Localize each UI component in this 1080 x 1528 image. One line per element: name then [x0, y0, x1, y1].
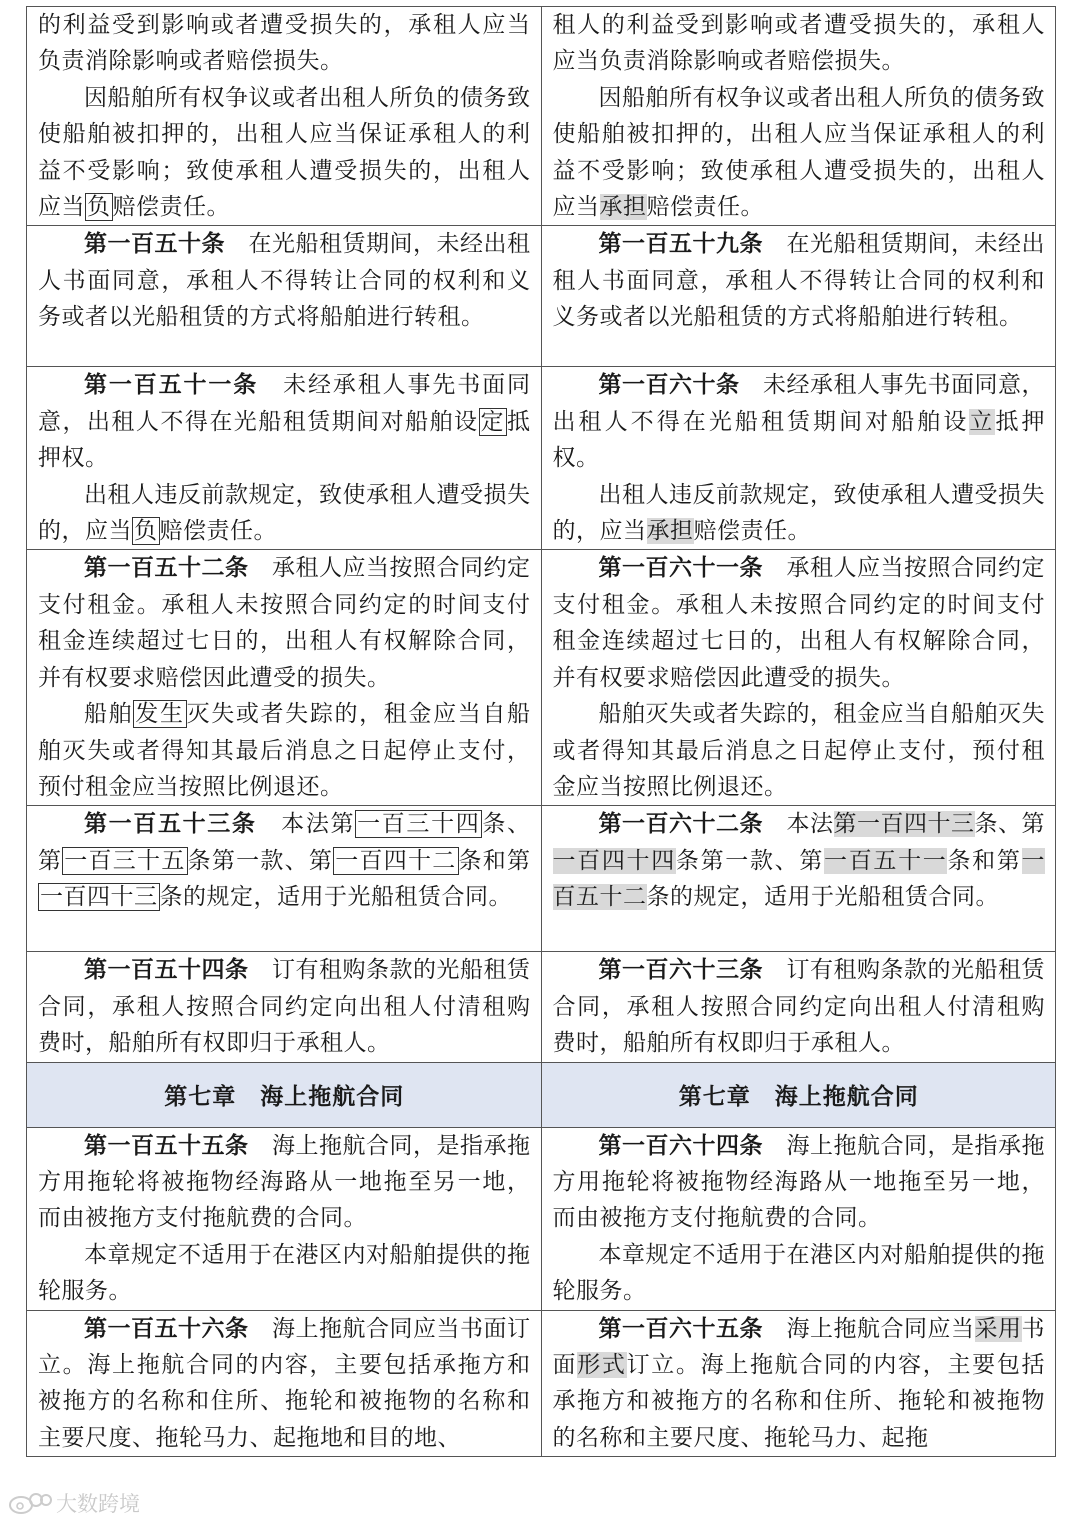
watermark	[8, 1488, 140, 1518]
text-segment: 赔偿责任。	[646, 194, 764, 221]
highlighted-change: 一百四十四	[552, 847, 676, 874]
text-segment: 订立。海上拖航合同的内容，主要包括承拖方和被拖方的名称和住所、拖轮和被拖物的名称和主要尺度、拖轮马力、起拖	[552, 1351, 1046, 1451]
text-segment: 海上拖航合同，是指承拖方用拖轮将被拖物经海路从一地拖至另一地，而由被拖方支付拖航费的合同。	[552, 1132, 1045, 1232]
paragraph	[553, 550, 1046, 696]
article-row	[27, 550, 1056, 806]
text-segment: 海上拖航合同应当书面订立。海上拖航合同的内容，主要包括承拖方和被拖方的名称和住所、拖轮和被拖物的名称和主要尺度、拖轮马力、起拖地和目的地、	[38, 1315, 531, 1451]
old-text-cell	[27, 226, 542, 367]
article-number: 第一百六十三条	[598, 956, 763, 984]
boxed-change: 一百四十二	[335, 847, 457, 874]
old-text-cell	[27, 806, 542, 952]
article-number: 第一百五十二条	[84, 554, 249, 582]
chapter-header-row	[27, 1062, 1056, 1127]
comparison-table	[26, 6, 1056, 1457]
article-row	[27, 367, 1056, 550]
text-segment: 条第一款、第	[187, 847, 334, 874]
boxed-change: 发生	[135, 701, 185, 728]
article-number: 第一百五十六条	[84, 1314, 249, 1342]
paragraph	[38, 226, 531, 335]
text-segment: 条的规定，适用于光船租赁合同。	[159, 884, 512, 911]
highlighted-change: 一百五十二	[552, 847, 1046, 911]
paragraph	[38, 1128, 531, 1237]
article-number: 第一百六十一条	[598, 554, 763, 582]
text-segment: 订有租购条款的光船租赁合同，承租人按照合同约定向出租人付清租购费时，船舶所有权即归于承租人。	[38, 957, 531, 1057]
new-text-cell	[541, 367, 1056, 550]
boxed-change: 负	[87, 194, 111, 221]
article-number: 第一百五十条	[84, 230, 225, 258]
text-segment: 未经承租人事先书面同意，出租人不得在光船租赁期间对船舶设	[38, 372, 531, 435]
highlighted-change: 承担	[646, 518, 694, 545]
paragraph	[553, 80, 1046, 226]
article-number: 第一百五十四条	[84, 956, 249, 984]
paragraph	[553, 1311, 1046, 1457]
old-text-cell	[27, 1310, 542, 1457]
text-segment: 承租人应当按照合同约定支付租金。承租人未按照合同约定的时间支付租金连续超过七日的，出租人有权解除合同，并有权要求赔偿因此遭受的损失。	[38, 555, 531, 691]
text-segment: 海上拖航合同应当	[763, 1315, 975, 1342]
old-text-cell	[27, 550, 542, 806]
text-segment: 因船舶所有权争议或者出租人所负的债务致使船舶被扣押的，出租人应当保证承租人的利益不受影响；致使承租人遭受损失的，出租人应当	[38, 84, 531, 221]
text-segment: 订有租购条款的光船租赁合同，承租人按照合同约定向出租人付清租购费时，船舶所有权即归于承租人。	[552, 957, 1045, 1057]
paragraph	[38, 806, 531, 915]
highlighted-change: 形式	[577, 1351, 627, 1378]
old-text-cell	[27, 1127, 542, 1310]
text-segment: 条的规定，适用于光船租赁合同。	[646, 884, 999, 911]
article-number: 第一百五十五条	[84, 1131, 249, 1159]
new-text-cell	[541, 550, 1056, 806]
old-text-cell	[27, 952, 542, 1062]
article-number: 第一百五十三条	[84, 810, 257, 838]
left-chapter-cell	[27, 1062, 542, 1127]
new-text-cell	[541, 1310, 1056, 1457]
boxed-change: 一百三十四	[357, 811, 481, 838]
highlighted-change: 立	[969, 408, 996, 435]
watermark-text: 大数跨境	[56, 1492, 140, 1516]
paragraph	[38, 952, 531, 1061]
text-segment: 条第一款、第	[675, 847, 825, 874]
text-segment: 船舶灭失或者失踪的，租金应当自船舶灭失或者得知其最后消息之日起停止支付，预付租金应当按照比例退还。	[552, 701, 1045, 800]
text-segment: 未经承租人事先书面同意，出租人不得在光船租赁期间对船舶设	[552, 372, 1045, 435]
text-segment: 出租人违反前款规定，致使承租人遭受损失的，应当	[552, 481, 1045, 545]
article-number: 第一百五十九条	[598, 230, 763, 258]
article-row	[27, 7, 1056, 226]
article-row	[27, 952, 1056, 1062]
boxed-change: 一百三十五	[64, 847, 186, 874]
text-segment: 赔偿责任。	[693, 518, 811, 545]
new-text-cell	[541, 226, 1056, 367]
old-text-cell	[27, 7, 542, 226]
article-number: 第一百六十条	[598, 371, 740, 399]
new-text-cell	[541, 952, 1056, 1062]
paragraph	[38, 1237, 531, 1310]
text-segment: 本法第	[256, 811, 356, 838]
right-chapter-cell	[541, 1062, 1056, 1127]
text-segment: 出租人违反前款规定，致使承租人遭受损失的，应当	[38, 481, 531, 545]
text-segment: 本法	[763, 811, 834, 838]
paragraph	[553, 367, 1046, 476]
text-segment: 本章规定不适用于在港区内对船舶提供的拖轮服务。	[552, 1241, 1045, 1305]
article-number: 第一百六十二条	[598, 810, 763, 838]
weibo-logo-icon	[8, 1490, 52, 1516]
text-segment: 海上拖航合同，是指承拖方用拖轮将被拖物经海路从一地拖至另一地，而由被拖方支付拖航费的合同。	[38, 1132, 531, 1232]
text-segment: 条、第	[38, 811, 531, 874]
highlighted-change: 第一百四十三	[833, 811, 975, 838]
paragraph	[38, 477, 531, 550]
text-segment: 船舶	[84, 701, 134, 728]
paragraph	[553, 477, 1046, 550]
new-text-cell	[541, 7, 1056, 226]
article-number: 第一百五十一条	[84, 371, 259, 399]
text-segment: 租人的利益受到影响或者遭受损失的，承租人应当负责消除影响或者赔偿损失。	[552, 12, 1045, 75]
text-segment: 本章规定不适用于在港区内对船舶提供的拖轮服务。	[38, 1241, 531, 1305]
chapter-title: 第七章 海上拖航合同	[678, 1084, 919, 1111]
text-segment: 承租人应当按照合同约定支付租金。承租人未按照合同约定的时间支付租金连续超过七日的，出租人有权解除合同，并有权要求赔偿因此遭受的损失。	[552, 555, 1045, 691]
paragraph	[38, 367, 531, 476]
paragraph	[553, 952, 1046, 1061]
chapter-title: 第七章 海上拖航合同	[164, 1084, 405, 1111]
text-segment: 条和第	[458, 847, 531, 874]
text-segment: 书面	[552, 1315, 1045, 1378]
text-segment: 赔偿责任。	[112, 194, 230, 221]
paragraph	[553, 226, 1046, 335]
boxed-change: 定	[480, 408, 506, 435]
paragraph	[553, 806, 1046, 915]
paragraph	[38, 7, 531, 80]
paragraph	[553, 1128, 1046, 1237]
text-segment: 赔偿责任。	[159, 518, 277, 545]
text-segment: 的利益受到影响或者遭受损失的，承租人应当负责消除影响或者赔偿损失。	[38, 12, 531, 75]
paragraph	[38, 696, 531, 805]
highlighted-change: 一百五十一	[824, 847, 948, 874]
text-segment: 灭失或者失踪的，租金应当自船舶灭失或者得知其最后消息之日起停止支付，预付租金应当按照比例退还。	[38, 701, 531, 800]
text-segment: 在光船租赁期间，未经出租人书面同意，承租人不得转让合同的权利和义务或者以光船租赁的方式将船舶进行转租。	[552, 231, 1045, 331]
text-segment: 抵押权。	[552, 408, 1046, 472]
paragraph	[553, 1237, 1046, 1310]
highlighted-change: 采用	[974, 1315, 1022, 1342]
text-segment: 抵押权。	[38, 408, 531, 472]
text-segment: 因船舶所有权争议或者出租人所负的债务致使船舶被扣押的，出租人应当保证承租人的利益不受影响；致使承租人遭受损失的，出租人应当	[552, 84, 1045, 221]
text-segment: 条、第	[974, 811, 1045, 838]
boxed-change: 一百四十三	[40, 884, 158, 911]
old-text-cell	[27, 367, 542, 550]
article-row	[27, 1127, 1056, 1310]
paragraph	[38, 80, 531, 226]
paragraph	[38, 1311, 531, 1457]
text-segment: 在光船租赁期间，未经出租人书面同意，承租人不得转让合同的权利和义务或者以光船租赁的方式将船舶进行转租。	[38, 231, 531, 331]
new-text-cell	[541, 806, 1056, 952]
article-number: 第一百六十四条	[598, 1131, 763, 1159]
boxed-change: 负	[134, 518, 158, 545]
text-segment: 条和第	[947, 847, 1022, 874]
highlighted-change: 承担	[599, 194, 647, 221]
paragraph	[38, 550, 531, 696]
new-text-cell	[541, 1127, 1056, 1310]
article-row	[27, 806, 1056, 952]
article-row	[27, 226, 1056, 367]
paragraph	[553, 7, 1046, 80]
paragraph	[553, 696, 1046, 805]
article-row	[27, 1310, 1056, 1457]
article-number: 第一百六十五条	[598, 1314, 763, 1342]
